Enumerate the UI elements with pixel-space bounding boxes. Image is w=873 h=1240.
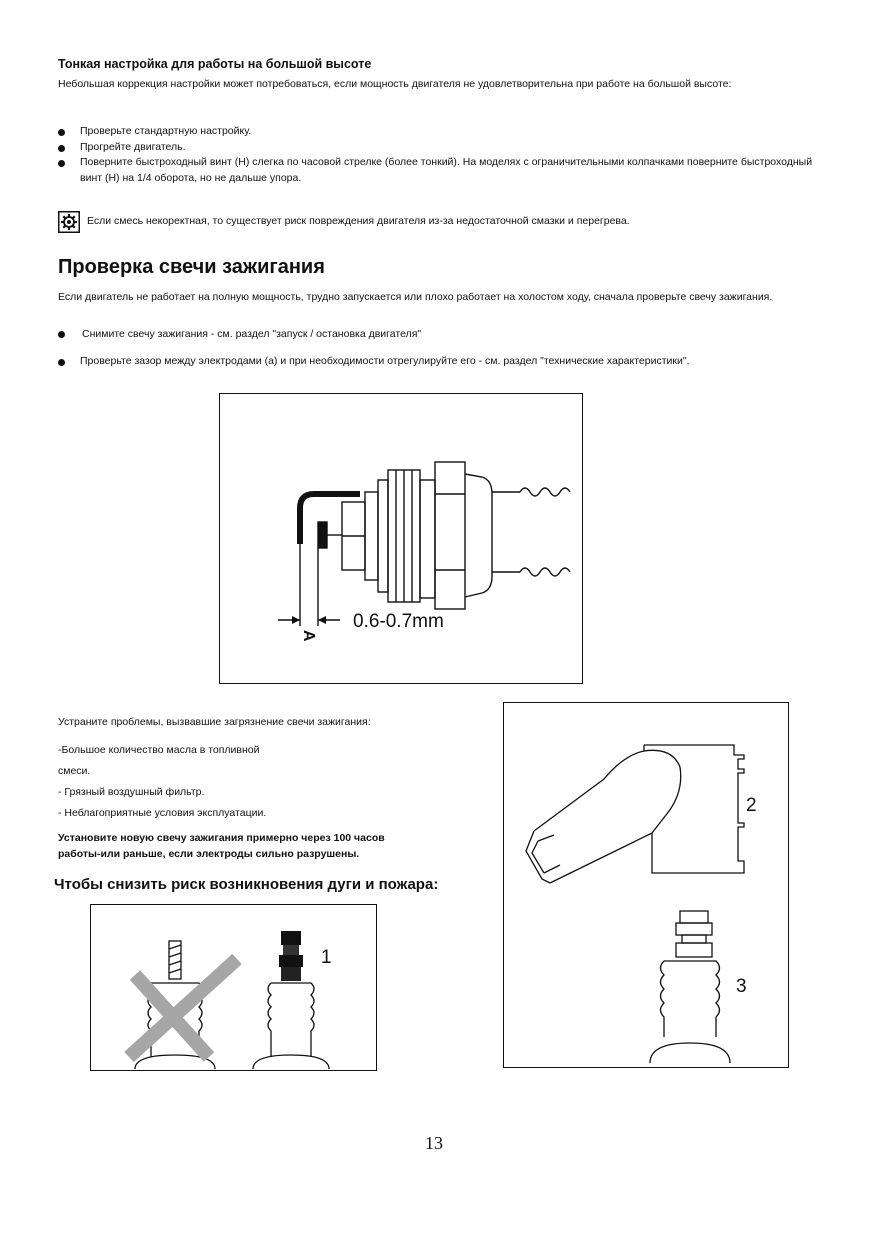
altitude-heading: Тонкая настройка для работы на большой высоте (58, 57, 372, 71)
arc-risk-heading: Чтобы снизить риск возникновения дуги и пожара: (54, 876, 439, 893)
gap-measurement-label: 0.6-0.7mm (353, 611, 444, 632)
plug-boot-figure (503, 702, 789, 1068)
plug-cap-figure (90, 904, 377, 1071)
figure-label-3: 3 (736, 976, 747, 997)
list-item-text: Проверьте зазор между электродами (а) и при необходимости отрегулируйте его - см. раздел "технические характеристики". (80, 355, 690, 367)
replace-note (58, 830, 385, 862)
gear-warning-icon (58, 211, 80, 233)
list-item: Поверните быстроходный винт (H) слегка по часовой стрелке (более тонкий). На моделях с ограничительными колпачками поверните быстроходный винт (H) на 1/4 оборота, но не дальше упора. (58, 155, 818, 186)
fouling-intro: Устраните проблемы, вызвавшие загрязнение свечи зажигания: (58, 716, 371, 728)
figure-label-1: 1 (321, 947, 332, 968)
plug-cap-diagram (91, 905, 375, 1069)
list-item (58, 353, 848, 370)
list-item: смеси. (58, 765, 91, 777)
list-item: - Неблагоприятные условия эксплуатации. (58, 807, 267, 819)
spark-plug-gap-diagram (220, 394, 581, 682)
bullet-dot (58, 331, 65, 338)
plug-boot-diagram (504, 703, 787, 1066)
gap-letter-label: A (300, 630, 317, 642)
list-item: - Грязный воздушный фильтр. (58, 786, 205, 798)
spark-intro: Если двигатель не работает на полную мощность, трудно запускается или плохо работает на холостом ходу, сначала проверьте свечу зажигания. (58, 291, 773, 303)
list-item-text: Снимите свечу зажигания - см. раздел "запуск / остановка двигателя" (82, 328, 422, 340)
cross-out-icon (129, 959, 237, 1057)
list-item (58, 326, 848, 343)
spark-heading: Проверка свечи зажигания (58, 256, 325, 278)
page-number: 13 (425, 1133, 443, 1153)
altitude-bullet-list (58, 124, 818, 186)
altitude-intro: Небольшая коррекция настройки может потребоваться, если мощность двигателя не удовлетворительна при работе на большой высоте: (58, 78, 732, 90)
list-item: Прогрейте двигатель. (58, 140, 818, 156)
spark-gap-figure (219, 393, 583, 684)
figure-label-2: 2 (746, 795, 757, 816)
altitude-warning: Если смесь некоректная, то существует риск повреждения двигателя из-за недостаточной смазки и перегрева. (87, 215, 630, 227)
list-item: -Большое количество масла в топливной (58, 744, 260, 756)
list-item: Проверьте стандартную настройку. (58, 124, 818, 140)
fouling-causes (58, 740, 266, 824)
bullet-dot (58, 359, 65, 366)
replace-note-line: работы-или раньше, если электроды сильно разрушены. (58, 848, 360, 860)
spark-bullets (58, 326, 848, 370)
replace-note-line: Установите новую свечу зажигания примерно через 100 часов (58, 832, 385, 844)
